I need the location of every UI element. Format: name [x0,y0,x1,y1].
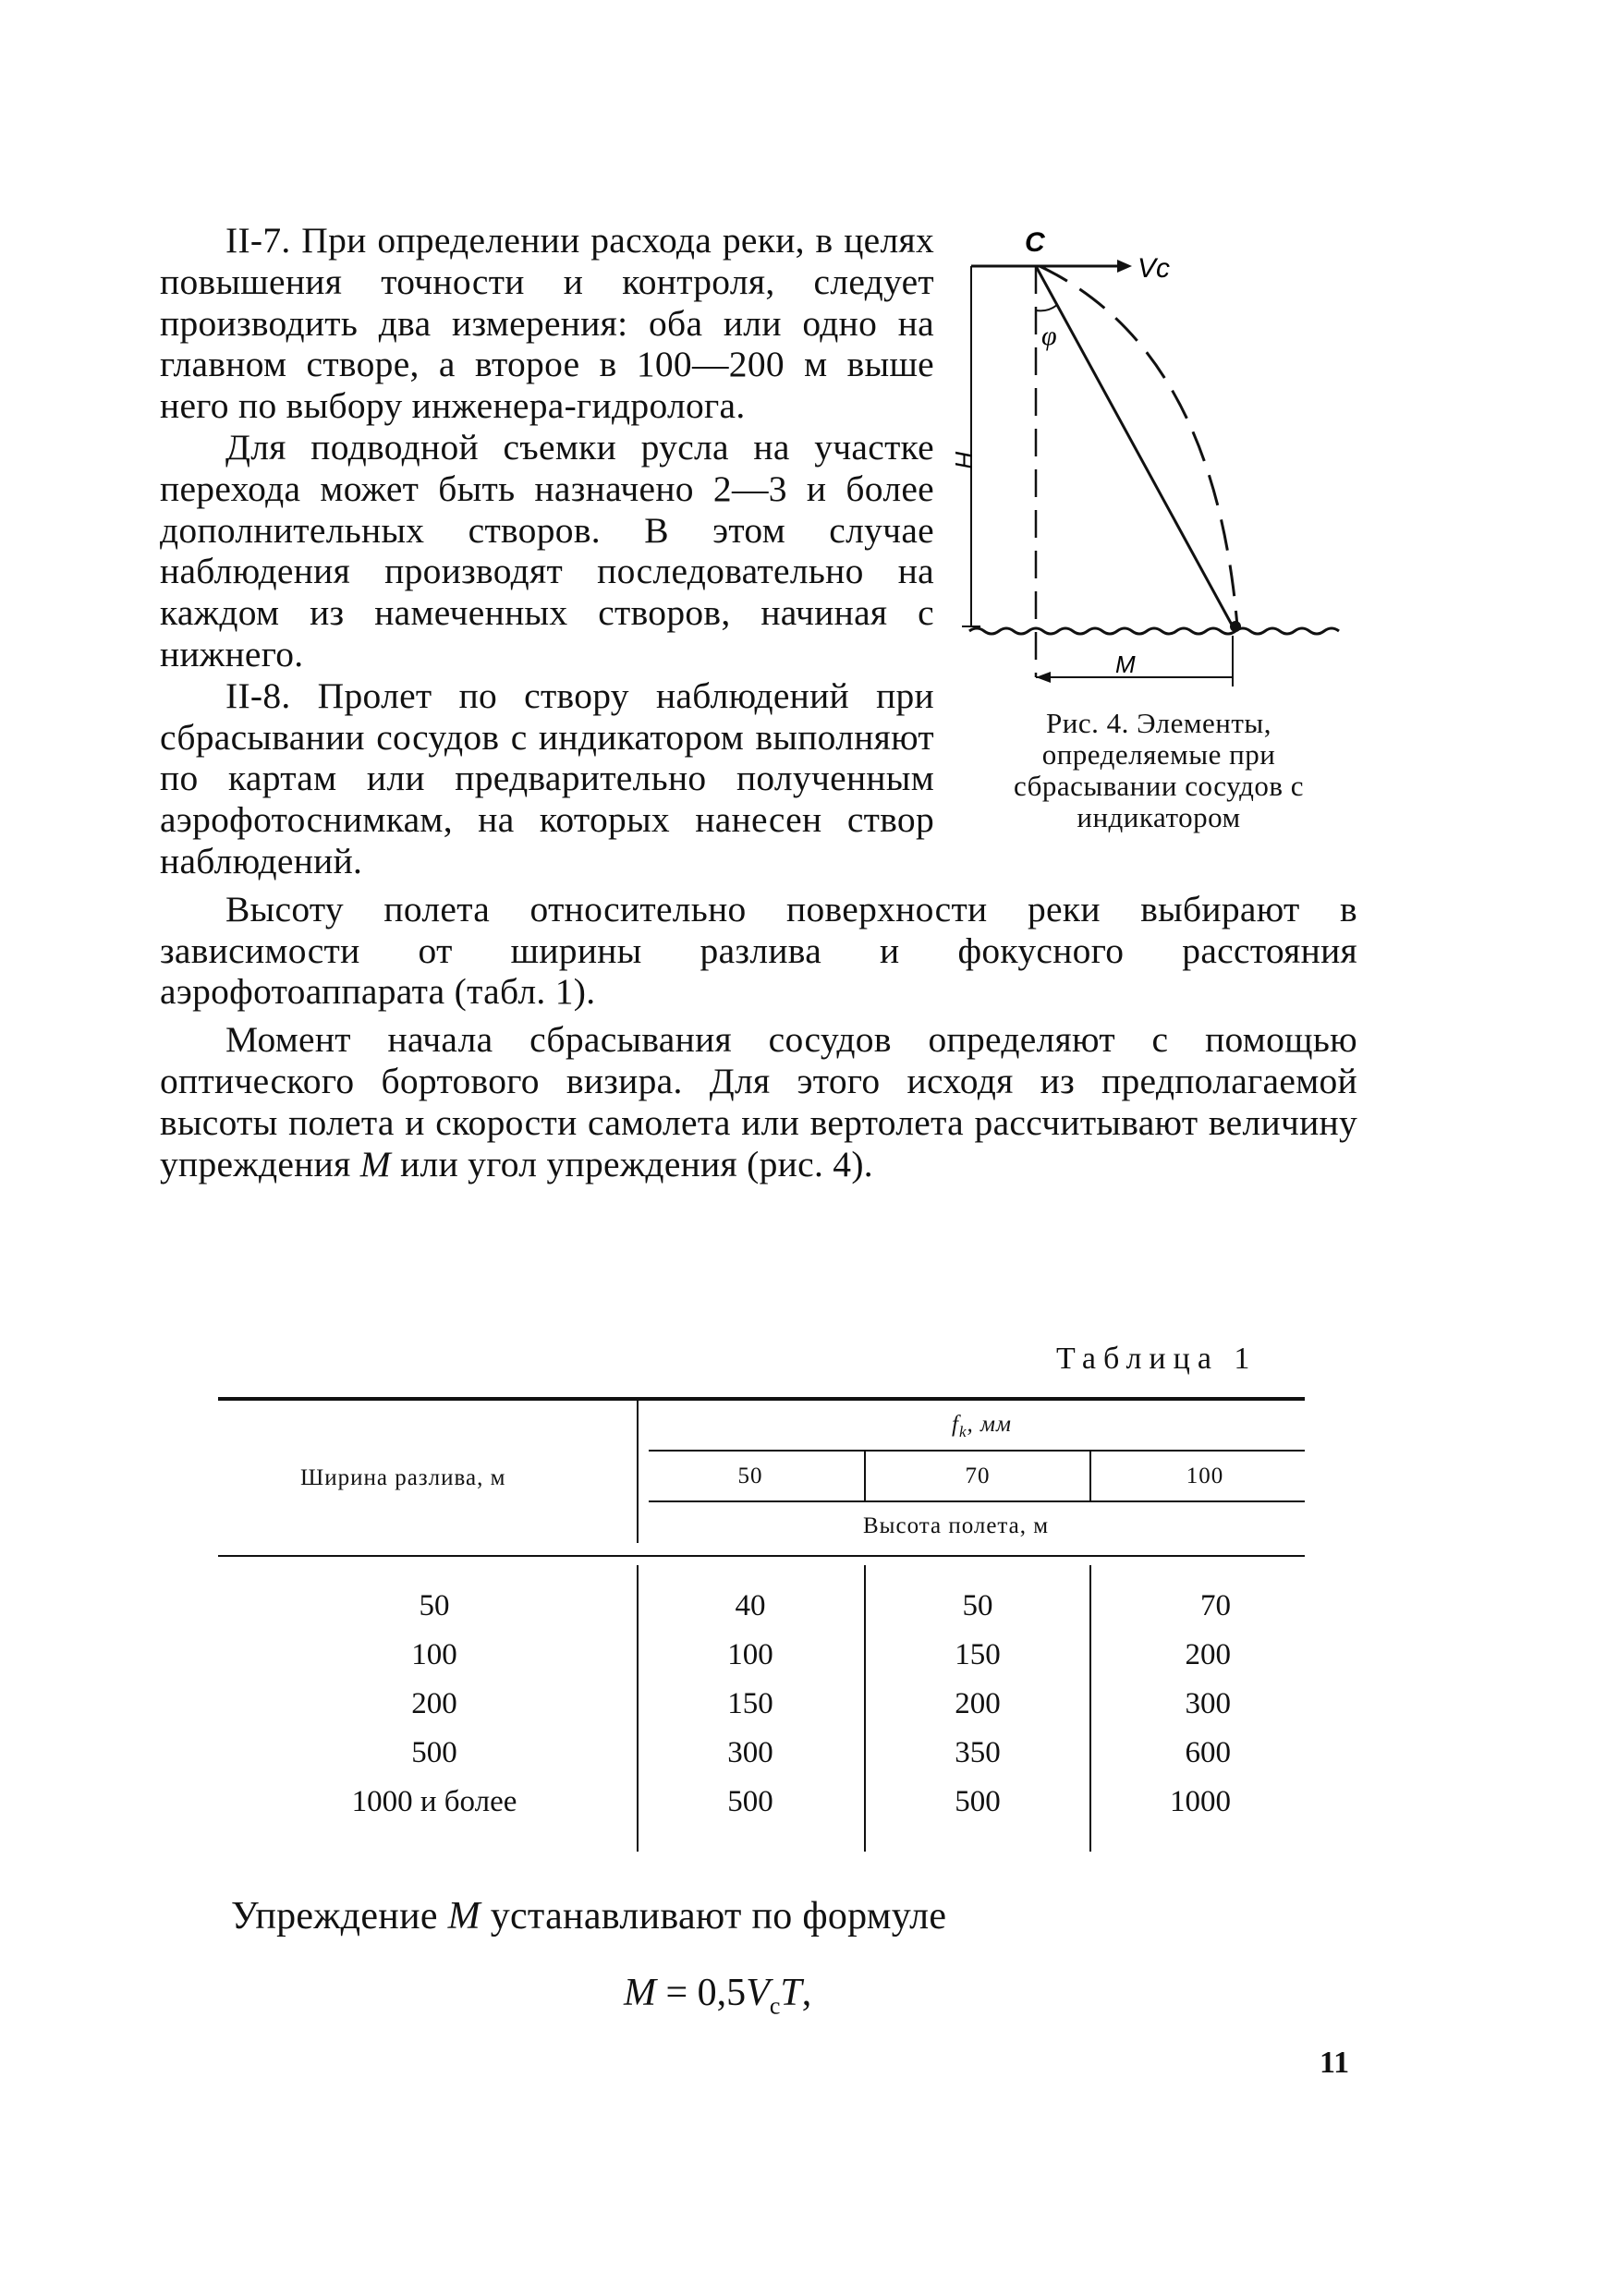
label-m: M [1115,650,1136,678]
header-height: Высота полета, м [863,1513,1050,1538]
paragraph-ii-8: II-8. Пролет по створу наблюдений при сбрасывании сосудов с индикатором выполняют по картам или предварительно полученным аэрофотоснимкам, на которых нанесен створ наблюдений. [160,674,934,881]
figure-4 [950,220,1357,857]
formula-v: V [746,1972,770,2014]
formula-t: T [780,1972,802,2014]
formula [624,1971,811,2020]
row-3-v1: 150 [727,1687,773,1720]
label-h: H [950,451,978,468]
page-number: 11 [1320,2046,1350,2080]
row-4-v3: 600 [1185,1736,1231,1769]
header-width: Ширина разлива, м [300,1465,506,1490]
fk-70: 70 [965,1464,991,1488]
row-5-width: 1000 и более [351,1785,517,1818]
formula-tail: , [801,1972,812,2014]
header-fk [952,1412,1012,1441]
label-c: C [1025,227,1045,258]
header-fk-sub: k [958,1423,967,1440]
paragraph-5 [160,1019,1357,1184]
paragraph-ii-7: II-7. При определении расхода реки, в целях повышения точности и контроля, следует производить два измерения: оба или одно на главном створе, а второе в 100—200 м выше него по выбору инженера-гидролога. [160,220,934,427]
paragraph-2: Для подводной съемки русла на участке перехода может быть назначено 2—3 и более дополнительных створов. В этом случае наблюдения производят последовательно на каждом из намеченных створов, начиная с нижнего. [160,426,934,674]
formula-intro [231,1894,946,1938]
row-3-width: 200 [411,1687,457,1720]
fk-50: 50 [737,1464,763,1488]
row-2-v3: 200 [1185,1638,1231,1671]
header-fk-symbol: f [952,1412,959,1437]
row-3-v2: 200 [955,1687,1001,1720]
row-5-v2: 500 [955,1785,1001,1818]
row-1-v1: 40 [735,1589,766,1622]
row-1-v2: 50 [962,1589,993,1622]
fk-100: 100 [1186,1464,1224,1488]
formula-intro-var: M [447,1895,481,1938]
row-4-v2: 350 [955,1736,1001,1769]
row-5-v1: 500 [727,1785,773,1818]
row-3-v3: 300 [1185,1687,1231,1720]
formula-lhs: M [624,1972,656,2014]
paragraph-5-part-b: или угол упреждения (рис. 4). [390,1143,873,1184]
row-2-width: 100 [411,1638,457,1671]
row-2-v2: 150 [955,1638,1001,1671]
formula-intro-b: устанавливают по формуле [480,1895,947,1938]
header-fk-unit: , мм [967,1412,1012,1437]
row-1-v3: 70 [1200,1589,1231,1622]
formula-intro-a: Упреждение [231,1895,448,1938]
row-1-width: 50 [419,1589,450,1622]
row-4-width: 500 [411,1736,457,1769]
paragraph-5-part-a: Момент начала сбрасывания сосудов определяют с помощью оптического бортового визира. Для этого исходя из предполагаемой высоты полета и скорости самолета или вертолета рассчитывают величину упреждения [160,1019,1357,1184]
paragraph-4: Высоту полета относительно поверхности реки выбирают в зависимости от ширины разлива и фокусного расстояния аэрофотоаппарата (табл. 1). [160,888,1357,1013]
table-title: Таблица 1 [1056,1342,1258,1376]
formula-v-sub: c [769,1992,781,2020]
table-1 [218,1395,1305,1857]
row-2-v1: 100 [727,1638,773,1671]
paragraph-5-var: M [359,1143,391,1184]
text-block [160,220,1357,1184]
row-4-v1: 300 [727,1736,773,1769]
label-phi: φ [1041,321,1057,351]
row-5-v3: 1000 [1170,1785,1231,1818]
figure-caption: Рис. 4. Элементы, определяемые при сбрасывании сосудов с индикатором [1013,707,1305,833]
label-vc: Vc [1138,253,1171,284]
formula-eq: = 0,5 [656,1972,747,2014]
figure-diagram [950,220,1357,700]
